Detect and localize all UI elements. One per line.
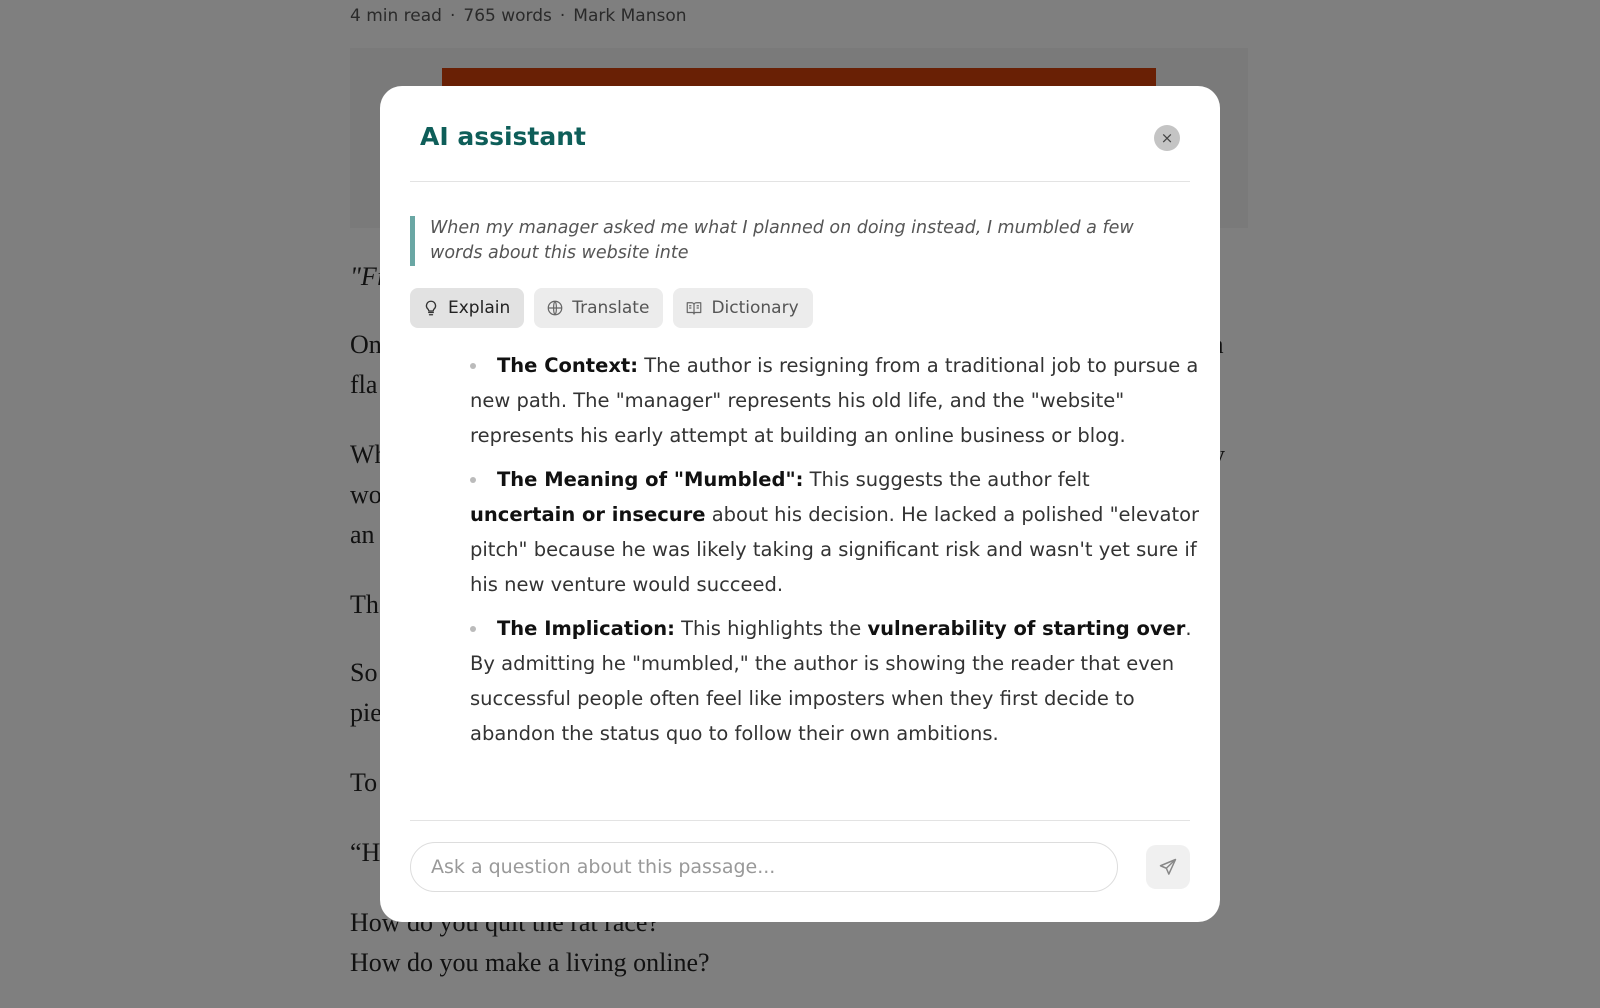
send-button[interactable] (1146, 845, 1190, 889)
bullet-emphasis: vulnerability of starting over (867, 617, 1186, 640)
tab-label: Translate (572, 298, 650, 318)
list-item (470, 611, 1200, 751)
tab-label: Dictionary (711, 298, 799, 318)
list-item (470, 348, 1200, 453)
divider (410, 820, 1190, 821)
divider (410, 181, 1190, 182)
globe-icon (546, 299, 564, 317)
question-input[interactable] (410, 842, 1118, 892)
bullet-text: about his decision. He lacked a polished "elevator pitch" because he was likely taking a significant risk and wasn't yet sure if his new venture would succeed. (470, 503, 1200, 596)
selected-passage-quote: When my manager asked me what I planned on doing instead, I mumbled a few words about this website inte (410, 216, 1180, 266)
modal-title: AI assistant (420, 122, 587, 151)
bullet-text: This highlights the (674, 617, 868, 640)
paper-plane-icon (1158, 857, 1178, 877)
bullet-heading: The Meaning of "Mumbled": (497, 468, 804, 491)
tab-dictionary[interactable] (673, 288, 812, 328)
list-item (470, 462, 1200, 602)
tab-translate[interactable] (534, 288, 663, 328)
bullet-heading: The Implication: (497, 617, 675, 640)
close-button[interactable] (1154, 125, 1180, 151)
mode-tabs (410, 288, 813, 328)
bullet-text: . By admitting he "mumbled," the author is showing the reader that even successful people often feel like imposters when they first decide to abandon the status quo to follow their own ambitions. (470, 617, 1192, 745)
bullet-text: This suggests the author felt (803, 468, 1090, 491)
close-icon: × (1160, 129, 1174, 147)
ai-assistant-modal (380, 86, 1220, 922)
bullet-text: The author is resigning from a traditional job to pursue a new path. The "manager" represents his old life, and the "website" represents his early attempt at building an online business or blog. (470, 354, 1199, 447)
bullet-heading: The Context: (497, 354, 639, 377)
book-icon (685, 299, 703, 317)
tab-label: Explain (448, 298, 511, 318)
tab-explain[interactable] (410, 288, 524, 328)
explanation-list (470, 348, 1200, 760)
lightbulb-icon (422, 299, 440, 317)
bullet-emphasis: uncertain or insecure (470, 503, 706, 526)
